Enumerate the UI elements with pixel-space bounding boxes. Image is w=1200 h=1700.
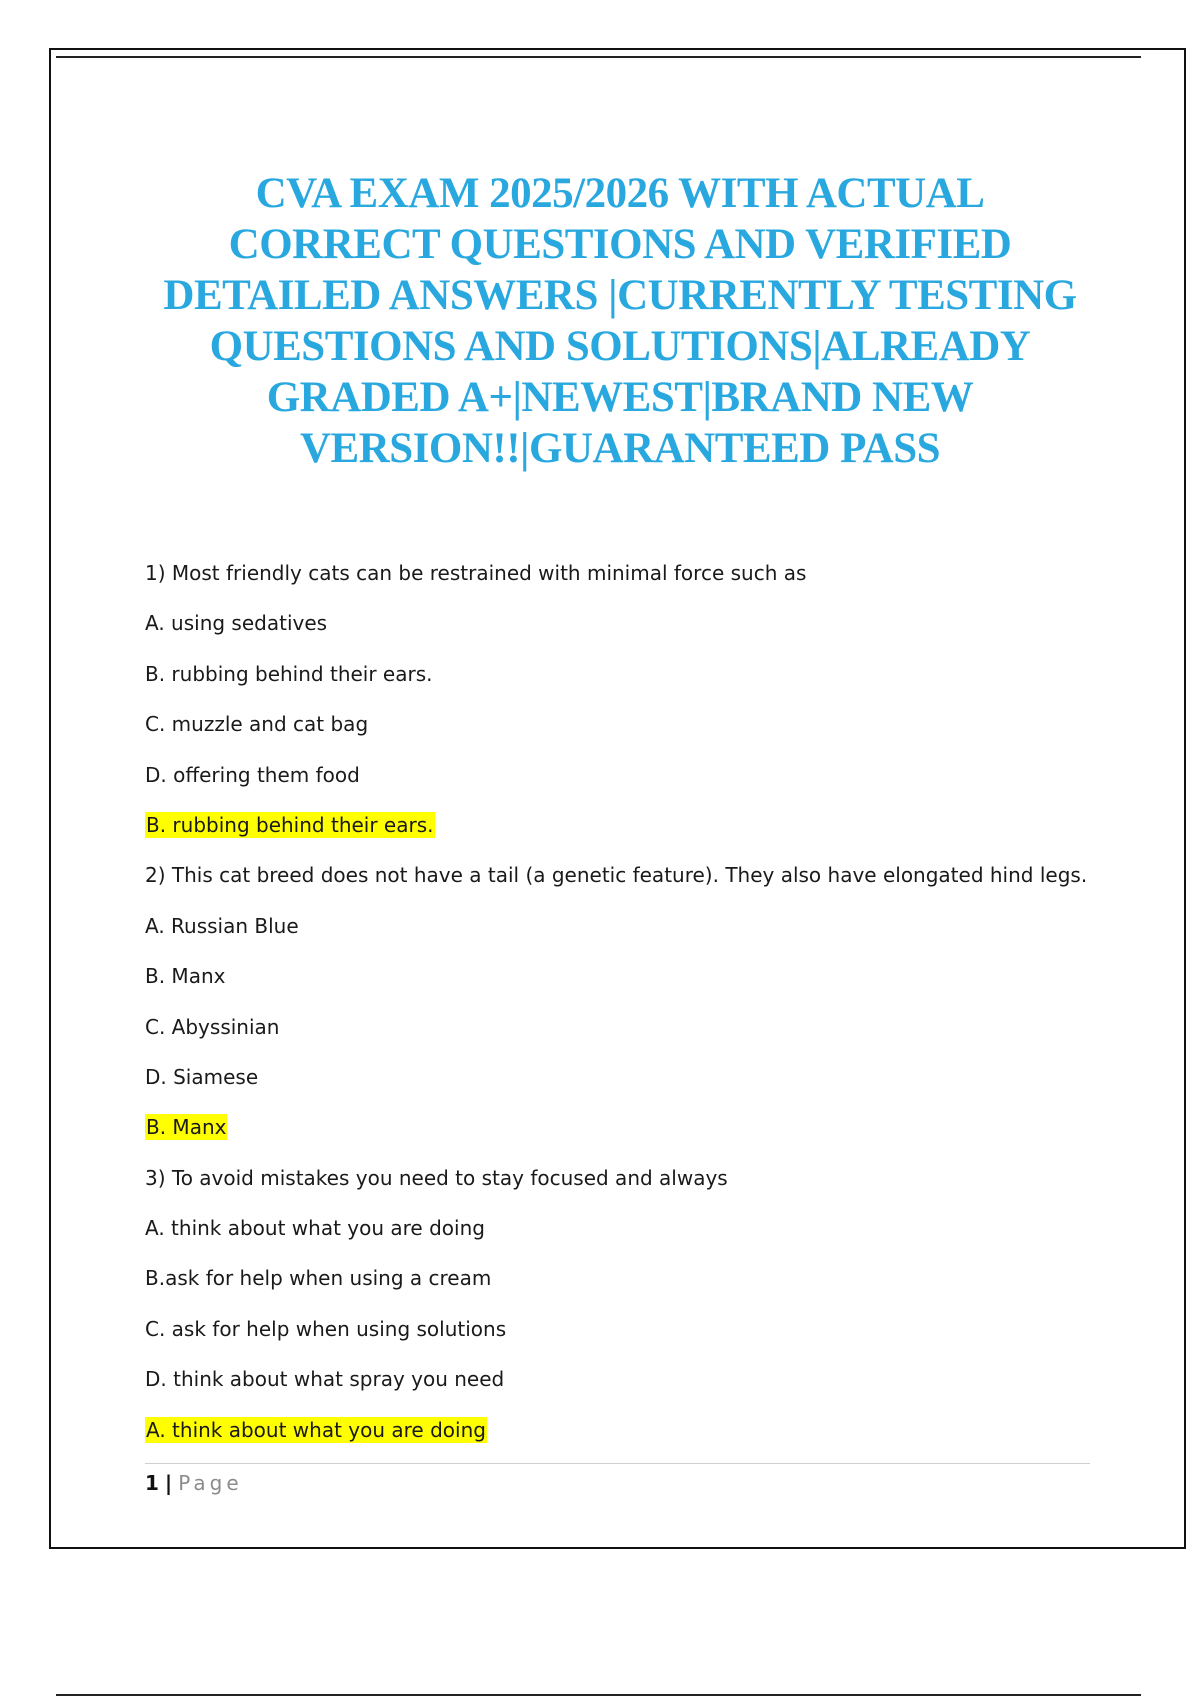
highlighted-answer: A. think about what you are doing xyxy=(146,1417,486,1442)
option-b xyxy=(145,661,1105,711)
footer-rule xyxy=(145,1463,1090,1464)
footer-separator: | xyxy=(164,1471,173,1495)
option-b xyxy=(145,963,1105,1013)
option-text: C. ask for help when using solutions xyxy=(145,1316,507,1341)
title-line: QUESTIONS AND SOLUTIONS|ALREADY xyxy=(209,323,1031,370)
option-a xyxy=(145,1215,1105,1265)
option-c xyxy=(145,711,1105,761)
option-c xyxy=(145,1014,1105,1064)
highlighted-answer: B. Manx xyxy=(146,1115,227,1140)
option-text: A. using sedatives xyxy=(145,611,328,636)
bottom-rule xyxy=(56,1694,1141,1696)
top-rule xyxy=(56,56,1141,58)
option-text: B. Manx xyxy=(145,964,226,989)
title-line: CORRECT QUESTIONS AND VERIFIED xyxy=(228,221,1012,268)
option-d xyxy=(145,1064,1105,1114)
title-line: VERSION!!|GUARANTEED PASS xyxy=(299,425,941,472)
option-text: A. think about what you are doing xyxy=(145,1216,485,1241)
title-line: GRADED A+|NEWEST|BRAND NEW xyxy=(266,374,974,421)
option-text: B. rubbing behind their ears. xyxy=(145,661,433,686)
option-text: C. muzzle and cat bag xyxy=(145,712,369,737)
page-footer xyxy=(145,1470,243,1496)
question-text: 3) To avoid mistakes you need to stay focused and always xyxy=(145,1165,728,1190)
option-text: C. Abyssinian xyxy=(145,1014,280,1039)
option-text: B.ask for help when using a cream xyxy=(145,1266,492,1291)
answer-2 xyxy=(145,1114,1105,1164)
option-b xyxy=(145,1265,1105,1315)
answer-3 xyxy=(145,1417,1105,1467)
option-text: A. Russian Blue xyxy=(145,913,299,938)
page-number: 1 xyxy=(145,1471,159,1495)
document-title xyxy=(140,168,1100,474)
option-d xyxy=(145,1366,1105,1416)
question-text: 1) Most friendly cats can be restrained with minimal force such as xyxy=(145,561,807,585)
option-text: D. think about what spray you need xyxy=(145,1367,505,1392)
answer-1 xyxy=(145,812,1105,862)
highlighted-answer: B. rubbing behind their ears. xyxy=(146,812,434,837)
title-line: CVA EXAM 2025/2026 WITH ACTUAL xyxy=(255,170,985,217)
option-a xyxy=(145,610,1105,660)
question-text: 2) This cat breed does not have a tail (a genetic feature). They also have elongated hind legs. xyxy=(145,863,1088,888)
option-c xyxy=(145,1316,1105,1366)
option-d xyxy=(145,762,1105,812)
questions-list xyxy=(145,560,1105,1467)
question-1 xyxy=(145,560,1105,610)
question-3 xyxy=(145,1165,1105,1215)
page-label: Page xyxy=(178,1471,243,1495)
question-2 xyxy=(145,862,1105,912)
title-line: DETAILED ANSWERS |CURRENTLY TESTING xyxy=(163,272,1077,319)
option-text: D. offering them food xyxy=(145,762,360,787)
option-text: D. Siamese xyxy=(145,1064,259,1089)
option-a xyxy=(145,913,1105,963)
